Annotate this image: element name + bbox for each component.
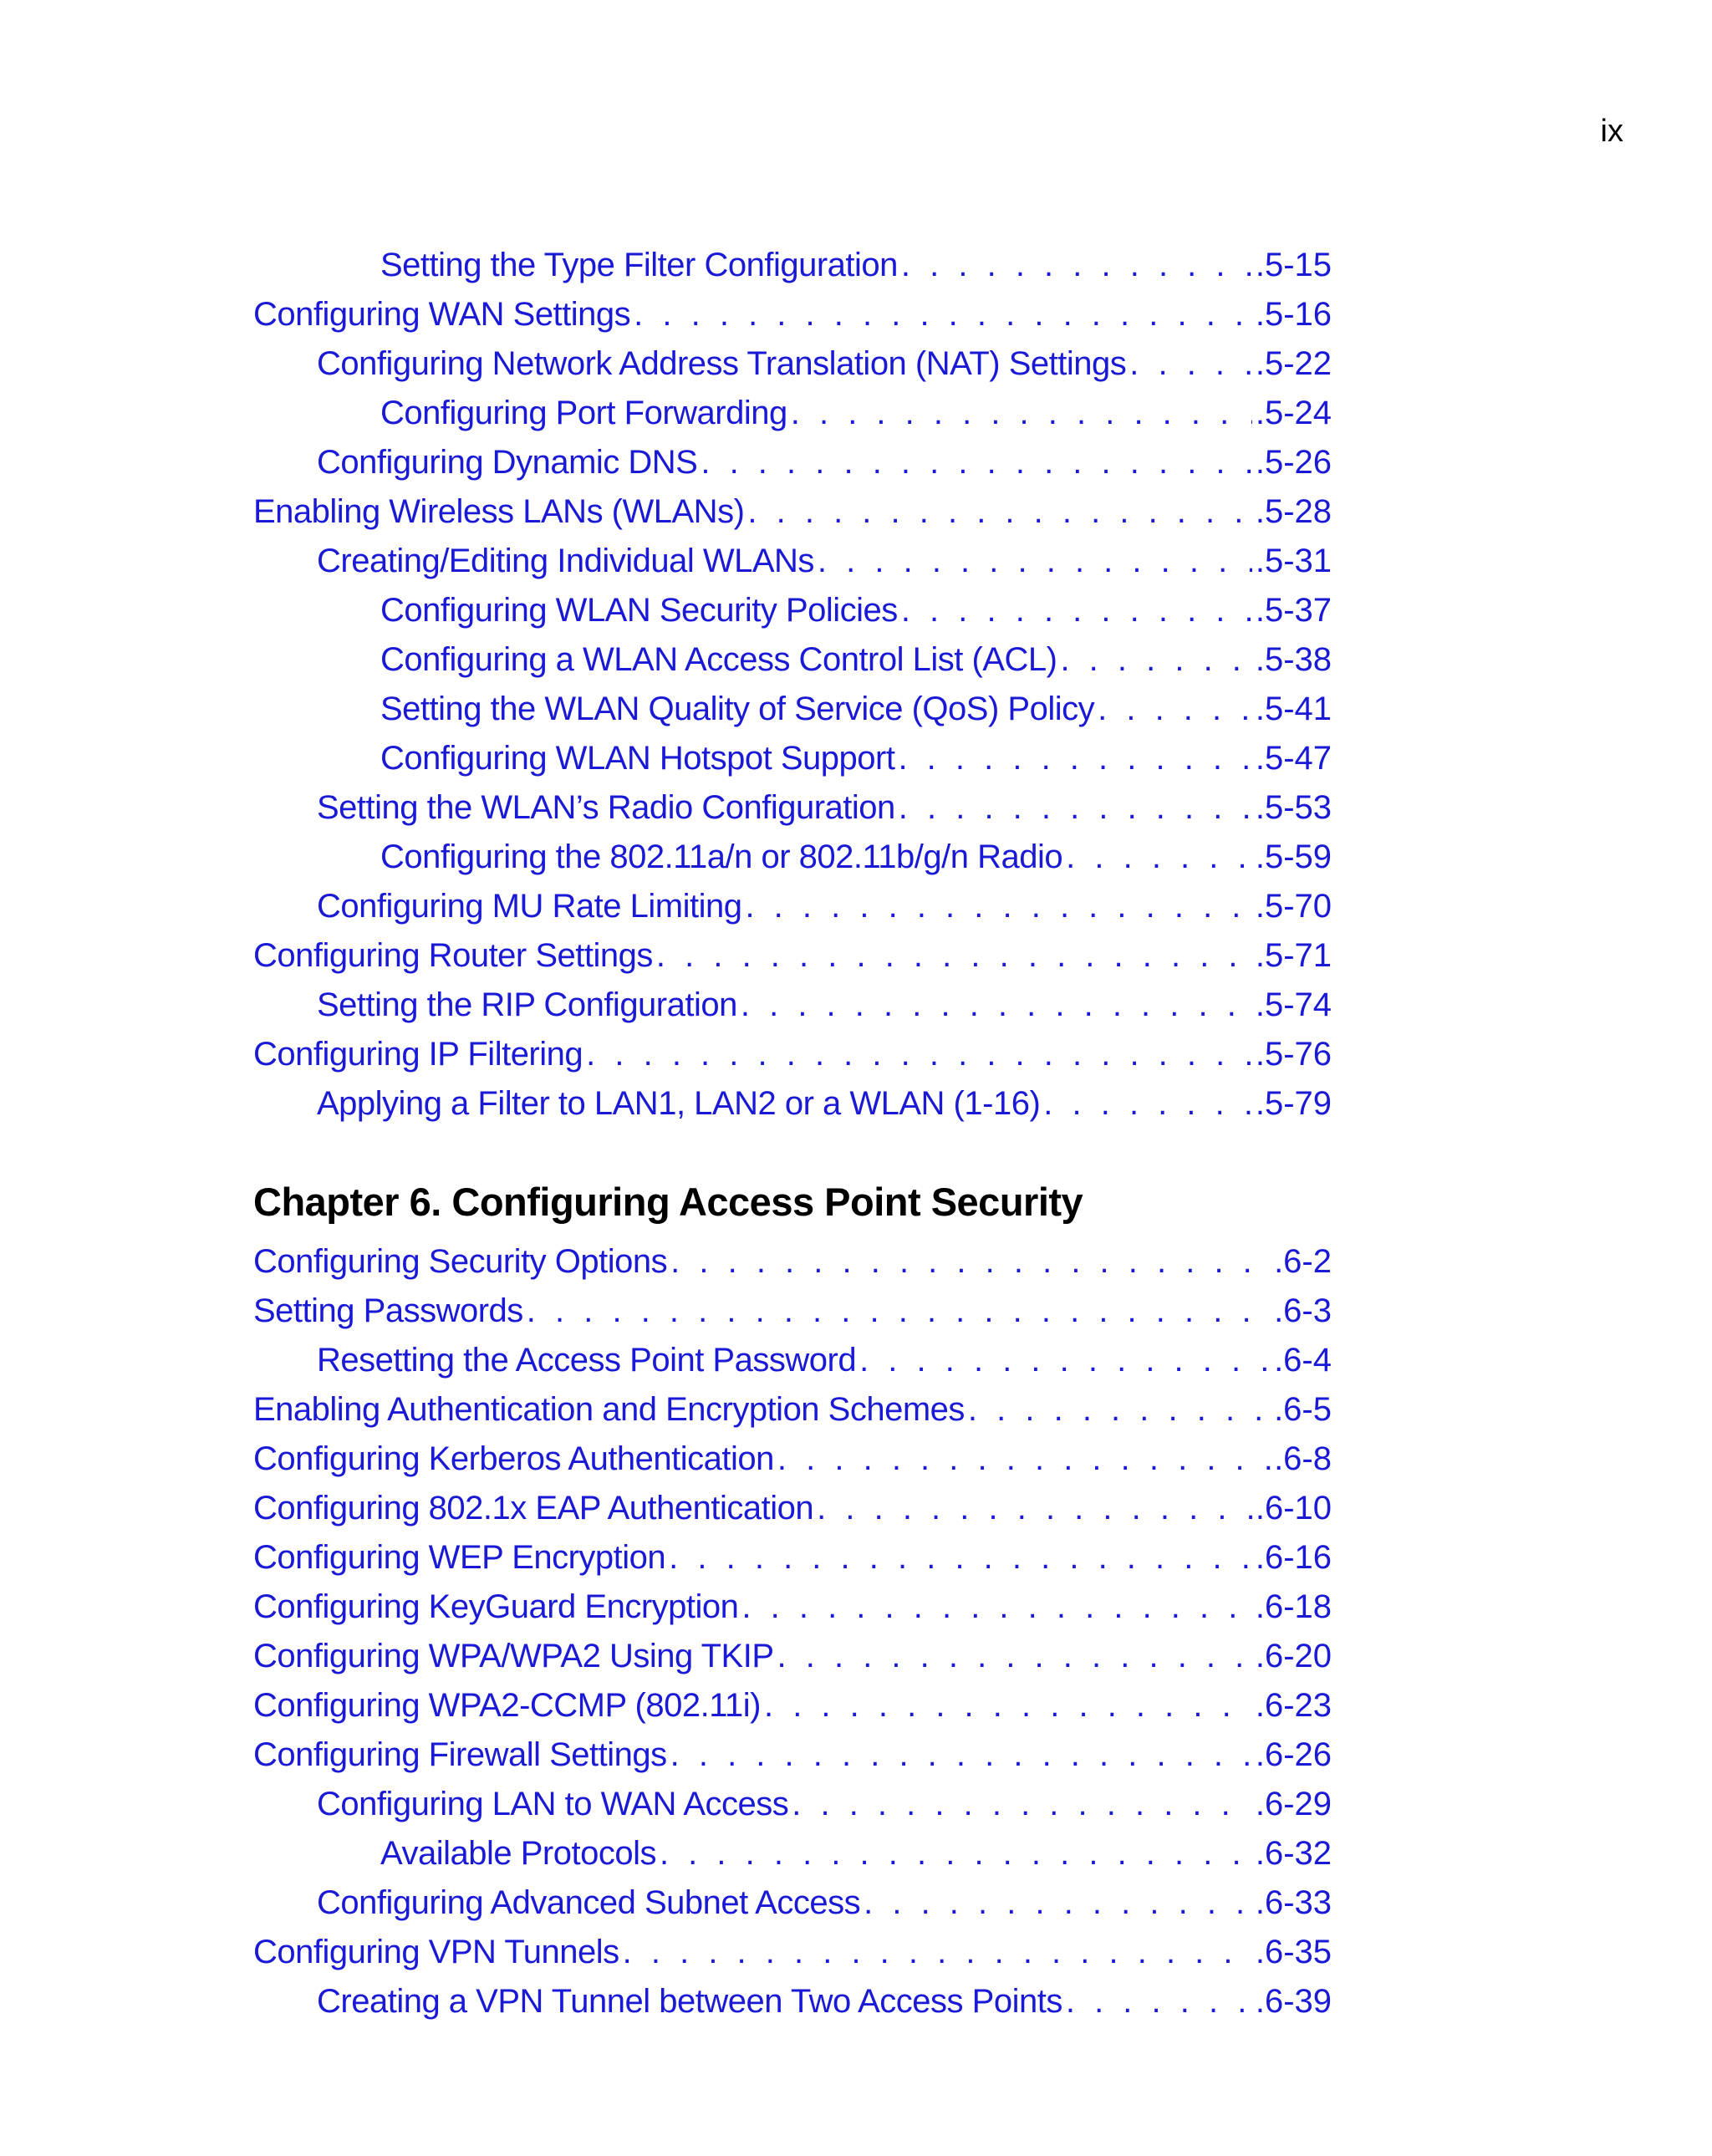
- toc-entry[interactable]: [253, 1030, 1332, 1079]
- toc-entry-page[interactable]: .5-28: [1255, 493, 1332, 530]
- toc-entry[interactable]: [253, 981, 1332, 1030]
- dot-leader: [745, 882, 1251, 931]
- toc-entry-page[interactable]: .6-26: [1255, 1736, 1332, 1773]
- dot-leader: [864, 1878, 1252, 1928]
- toc-entry-page[interactable]: .5-59: [1255, 838, 1332, 875]
- toc-entry-title[interactable]: Configuring the 802.11a/n or 802.11b/g/n Radio: [380, 838, 1063, 875]
- toc-entry[interactable]: [253, 1237, 1332, 1287]
- toc-entry-title[interactable]: Configuring Kerberos Authentication: [253, 1440, 774, 1477]
- toc-entry-title[interactable]: Configuring WEP Encryption: [253, 1539, 666, 1576]
- toc-entry[interactable]: [253, 1435, 1332, 1484]
- toc-entry-page[interactable]: .6-2: [1274, 1243, 1332, 1280]
- dot-leader: [777, 1435, 1271, 1484]
- dot-leader: [901, 241, 1252, 290]
- toc-entry[interactable]: [253, 339, 1332, 389]
- toc-entry-title[interactable]: Applying a Filter to LAN1, LAN2 or a WLAN (1-16): [317, 1085, 1041, 1122]
- toc-entry-page[interactable]: .6-4: [1274, 1342, 1332, 1379]
- toc-entry-title[interactable]: Configuring Firewall Settings: [253, 1736, 667, 1773]
- toc-entry-title[interactable]: Setting Passwords: [253, 1292, 523, 1329]
- toc-entry-page[interactable]: .5-38: [1255, 641, 1332, 678]
- toc-entry-title[interactable]: Enabling Wireless LANs (WLANs): [253, 493, 745, 530]
- dot-leader: [764, 1681, 1252, 1730]
- toc-entry-title[interactable]: Configuring Router Settings: [253, 937, 653, 974]
- dot-leader: [701, 438, 1251, 487]
- toc-entry-page[interactable]: .6-35: [1255, 1934, 1332, 1970]
- toc-entry-title[interactable]: Setting the WLAN’s Radio Configuration: [317, 789, 895, 826]
- dot-leader: [791, 389, 1252, 438]
- toc-entry[interactable]: [253, 931, 1332, 981]
- toc-entry-page[interactable]: .5-37: [1255, 592, 1332, 629]
- dot-leader: [1043, 1079, 1252, 1129]
- toc-entry-title[interactable]: Creating/Editing Individual WLANs: [317, 543, 814, 579]
- dot-leader: [777, 1632, 1252, 1681]
- toc-entry-title[interactable]: Creating a VPN Tunnel between Two Access Points: [317, 1983, 1062, 2020]
- toc-entry[interactable]: [253, 1385, 1332, 1435]
- toc-section-chapter-5: [253, 241, 1332, 1129]
- dot-leader: [670, 1237, 1271, 1287]
- dot-leader: [1098, 685, 1252, 734]
- dot-leader: [669, 1533, 1252, 1583]
- toc-entry-page[interactable]: .5-74: [1255, 986, 1332, 1023]
- toc-entry-page[interactable]: .5-31: [1255, 543, 1332, 579]
- toc-entry[interactable]: [253, 1681, 1332, 1730]
- toc-entry-title[interactable]: Configuring VPN Tunnels: [253, 1934, 619, 1970]
- toc-entry-title[interactable]: Configuring MU Rate Limiting: [317, 888, 742, 925]
- toc-entry-title[interactable]: Configuring KeyGuard Encryption: [253, 1588, 739, 1625]
- toc-entry-title[interactable]: Configuring WPA/WPA2 Using TKIP: [253, 1638, 774, 1674]
- toc-entry[interactable]: [253, 438, 1332, 487]
- toc-entry-page[interactable]: .5-41: [1255, 691, 1332, 727]
- dot-leader: [1060, 635, 1251, 685]
- toc-entry[interactable]: [253, 1878, 1332, 1928]
- dot-leader: [670, 1730, 1252, 1780]
- toc-entry-title[interactable]: Configuring Dynamic DNS: [317, 444, 698, 481]
- toc-entry-title[interactable]: Available Protocols: [380, 1835, 656, 1872]
- dot-leader: [899, 783, 1252, 833]
- toc-entry[interactable]: [253, 734, 1332, 783]
- page-number: ix: [1600, 114, 1623, 149]
- toc-entry-page[interactable]: .5-79: [1255, 1085, 1332, 1122]
- toc-entry-page[interactable]: .5-76: [1255, 1036, 1332, 1073]
- toc-entry[interactable]: [253, 1829, 1332, 1878]
- toc-entry[interactable]: [253, 487, 1332, 537]
- toc-entry-page[interactable]: .6-23: [1255, 1687, 1332, 1724]
- dot-leader: [586, 1030, 1252, 1079]
- table-of-contents: [253, 241, 1332, 2026]
- toc-entry-title[interactable]: Setting the WLAN Quality of Service (QoS) Policy: [380, 691, 1095, 727]
- toc-entry-title[interactable]: Configuring WAN Settings: [253, 296, 631, 333]
- toc-entry-title[interactable]: Configuring Advanced Subnet Access: [317, 1884, 861, 1921]
- toc-entry-page[interactable]: .6-32: [1255, 1835, 1332, 1872]
- dot-leader: [747, 487, 1251, 537]
- toc-entry-title[interactable]: Configuring Security Options: [253, 1243, 668, 1280]
- toc-entry-page[interactable]: .6-8: [1274, 1440, 1332, 1477]
- dot-leader: [1066, 1977, 1252, 2026]
- toc-entry[interactable]: [253, 1730, 1332, 1780]
- toc-entry[interactable]: [253, 537, 1332, 586]
- toc-entry-page[interactable]: .6-3: [1274, 1292, 1332, 1329]
- toc-entry[interactable]: [253, 1336, 1332, 1385]
- dot-leader: [527, 1287, 1271, 1336]
- toc-entry[interactable]: [253, 241, 1332, 290]
- toc-entry-title[interactable]: Setting the RIP Configuration: [317, 986, 737, 1023]
- dot-leader: [792, 1780, 1252, 1829]
- toc-entry[interactable]: [253, 389, 1332, 438]
- toc-entry-page[interactable]: .5-71: [1255, 937, 1332, 974]
- toc-entry-title[interactable]: Configuring Network Address Translation (NAT) Settings: [317, 345, 1127, 382]
- toc-section-chapter-6: [253, 1237, 1332, 2026]
- toc-entry-page[interactable]: .6-10: [1255, 1490, 1332, 1527]
- toc-entry-page[interactable]: .5-16: [1255, 296, 1332, 333]
- toc-entry[interactable]: [253, 1484, 1332, 1533]
- dot-leader: [859, 1336, 1271, 1385]
- toc-entry-page[interactable]: .5-22: [1255, 345, 1332, 382]
- toc-entry[interactable]: [253, 1780, 1332, 1829]
- dot-leader: [818, 537, 1252, 586]
- toc-entry-title[interactable]: Configuring WPA2-CCMP (802.11i): [253, 1687, 761, 1724]
- toc-entry[interactable]: [253, 1533, 1332, 1583]
- dot-leader: [901, 586, 1252, 635]
- dot-leader: [1066, 833, 1252, 882]
- chapter-heading: Chapter 6. Configuring Access Point Security: [253, 1180, 1083, 1224]
- toc-entry-page[interactable]: .5-53: [1255, 789, 1332, 826]
- dot-leader: [1129, 339, 1252, 389]
- toc-entry-page[interactable]: .6-29: [1255, 1786, 1332, 1822]
- toc-entry[interactable]: [253, 1632, 1332, 1681]
- toc-entry-title[interactable]: Enabling Authentication and Encryption Schemes: [253, 1391, 965, 1428]
- toc-entry-page[interactable]: .6-33: [1255, 1884, 1332, 1921]
- toc-entry[interactable]: [253, 783, 1332, 833]
- toc-entry-title[interactable]: Configuring a WLAN Access Control List (ACL): [380, 641, 1057, 678]
- toc-entry[interactable]: [253, 833, 1332, 882]
- dot-leader: [623, 1928, 1252, 1977]
- toc-entry-page[interactable]: .5-15: [1255, 247, 1332, 283]
- dot-leader: [634, 290, 1252, 339]
- toc-entry[interactable]: [253, 1079, 1332, 1129]
- dot-leader: [741, 1583, 1251, 1632]
- toc-entry[interactable]: [253, 586, 1332, 635]
- dot-leader: [968, 1385, 1271, 1435]
- toc-entry-page[interactable]: .5-24: [1255, 395, 1332, 431]
- toc-entry[interactable]: [253, 882, 1332, 931]
- toc-entry-title[interactable]: Resetting the Access Point Password: [317, 1342, 857, 1379]
- toc-entry-title[interactable]: Configuring WLAN Security Policies: [380, 592, 898, 629]
- toc-entry[interactable]: [253, 685, 1332, 734]
- toc-entry-page[interactable]: .6-16: [1255, 1539, 1332, 1576]
- toc-entry-title[interactable]: Setting the Type Filter Configuration: [380, 247, 898, 283]
- dot-leader: [817, 1484, 1252, 1533]
- toc-entry[interactable]: [253, 1977, 1332, 2026]
- toc-entry-title[interactable]: Configuring IP Filtering: [253, 1036, 583, 1073]
- dot-leader: [898, 734, 1251, 783]
- toc-entry-title[interactable]: Configuring Port Forwarding: [380, 395, 787, 431]
- toc-entry-page[interactable]: .5-70: [1255, 888, 1332, 925]
- toc-entry[interactable]: [253, 635, 1332, 685]
- toc-entry[interactable]: [253, 1928, 1332, 1977]
- toc-entry-page[interactable]: .6-5: [1274, 1391, 1332, 1428]
- dot-leader: [741, 981, 1252, 1030]
- toc-entry-title[interactable]: Configuring LAN to WAN Access: [317, 1786, 789, 1822]
- toc-entry-title[interactable]: Configuring 802.1x EAP Authentication: [253, 1490, 814, 1527]
- toc-entry-page[interactable]: .6-18: [1255, 1588, 1332, 1625]
- dot-leader: [656, 931, 1252, 981]
- toc-entry-page[interactable]: .6-20: [1255, 1638, 1332, 1674]
- toc-entry[interactable]: [253, 290, 1332, 339]
- toc-entry[interactable]: [253, 1583, 1332, 1632]
- toc-entry-page[interactable]: .5-47: [1255, 740, 1332, 777]
- dot-leader: [660, 1829, 1252, 1878]
- toc-entry-page[interactable]: .5-26: [1255, 444, 1332, 481]
- toc-entry[interactable]: [253, 1287, 1332, 1336]
- toc-entry-title[interactable]: Configuring WLAN Hotspot Support: [380, 740, 895, 777]
- toc-entry-page[interactable]: .6-39: [1255, 1983, 1332, 2020]
